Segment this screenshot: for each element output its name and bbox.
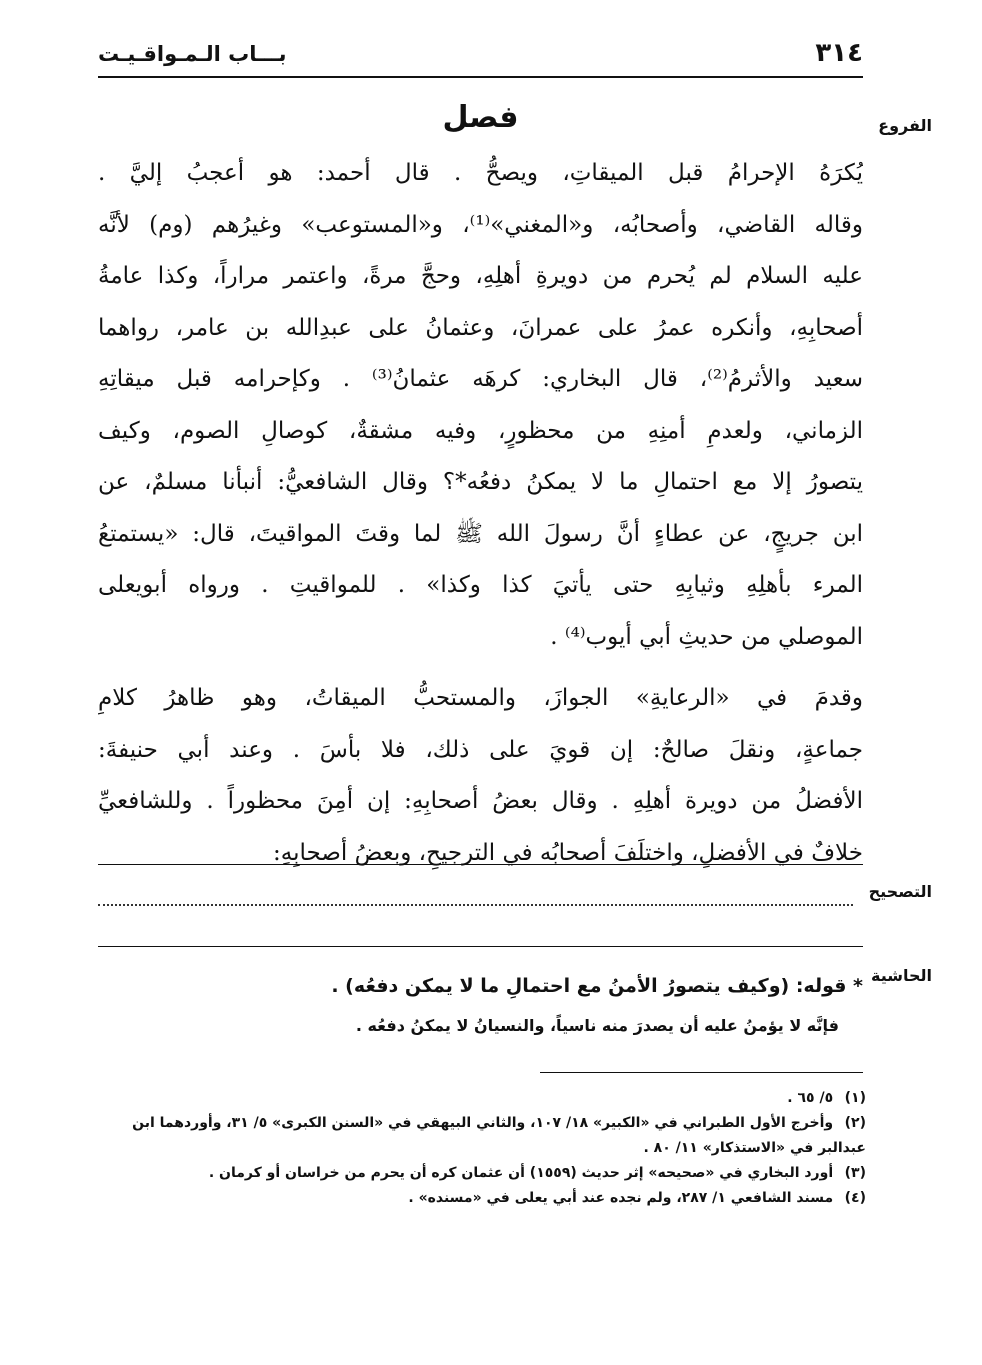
footnotes [98,1086,866,1211]
footnote-1 [98,1086,866,1111]
text-line: عليه السلام لم يُحرم من دويرةِ أهلِهِ، وحجَّ مرةً، واعتمر مراراً، وكذا عامةُ [98,263,863,289]
paragraph-1 [98,148,863,663]
footnote-divider [540,1072,863,1073]
footnote-text: أورد البخاري في «صحيحه» إثر حديث (١٥٥٩) أن عثمان كره أن يحرم من خراسان أو كرمان . [208,1165,834,1181]
footnote-number: (٣) [844,1165,866,1181]
footnote-2 [98,1111,866,1161]
paragraph-2 [98,673,863,879]
text-line: المرء بأهلِهِ وثيابِهِ حتى يأتيَ كذا وكذا» . للمواقيتِ . ورواه أبويعلى [98,572,863,598]
tashih-divider [98,946,863,947]
footnote-3 [98,1161,866,1186]
footnote-4 [98,1186,866,1211]
footnote-text: وأخرج الأول الطبراني في «الكبير» ١٨/ ١٠٧، والثاني البيهقي في «السنن الكبرى» ٥/ ٣١، وأوردهما ابن عبدالبر في «الاستذكار» ١١/ ٨٠ . [132,1115,866,1156]
text-line: جماعةٍ، ونقلَ صالحٌ: إن قويَ على ذلك، فلا بأسَ . وعند أبي حنيفةَ: [98,736,863,763]
text-line: الأفضلُ من دويرة أهلِهِ . وقال بعضُ أصحابِهِ: إن أمِنَ محظوراً . وللشافعيِّ [98,788,863,814]
text-line: أصحابِهِ، وأنكره عمرُ على عمرانَ، وعثمانُ على عبدِالله بن عامر، رواهما [98,314,863,341]
text-line: وقاله القاضي، وأصحابُه، و«المغني»⁽¹⁾، و«المستوعب» وغيرُهم (وم) لأنَّه [98,211,863,238]
text-line: يُكرَهُ الإحرامُ قبل الميقاتِ، ويصحُّ . قال أحمد: هو أعجبُ إليَّ . [98,160,863,186]
main-text [98,148,863,879]
text-line: خلافٌ في الأفضلِ، واختلَفَ أصحابُه في الترجيحِ، وبعضُ أصحابِهِ: [273,839,863,866]
text-line: وقدمَ في «الرعايةِ» الجوازَ، والمستحبُّ الميقاتُ، وهو ظاهرُ كلامِ [98,685,863,711]
text-line: الموصلي من حديثِ أبي أيوب⁽⁴⁾ . [550,623,863,650]
header-rule [98,76,863,78]
footnote-number: (١) [844,1090,866,1106]
footnote-number: (٢) [844,1115,866,1131]
footnote-text: مسند الشافعي ١/ ٢٨٧، ولم نجده عند أبي يعلى في «مسنده» . [408,1190,834,1206]
hashiya-quote: * قوله: (وكيف يتصورُ الأمنُ مع احتمالِ ما لا يمكن دفعُه) . [331,975,863,997]
footnote-text: ٥/ ٦٥ . [787,1090,834,1106]
running-title: بـــاب الـمـواقـيـت [98,42,287,66]
hashiya-section [98,966,863,1046]
tashih-dotted-line [98,904,853,906]
footnote-number: (٤) [844,1190,866,1206]
section-title: فصل [442,100,519,135]
main-text-divider [98,864,863,865]
hashiya-comment: فإنَّه لا يؤمنُ عليه أن يصدرَ منه ناسياً، والنسيانُ لا يمكنُ دفعُه . [355,1016,839,1035]
page-number: ٣١٤ [815,38,863,68]
text-line: ابن جريجٍ، عن عطاءٍ أنَّ رسولَ الله ﷺ لما وقتَ المواقيتَ، قال: «يستمتعُ [98,520,863,547]
margin-label-hashiya: الحاشية [871,966,932,985]
page-header [98,38,863,72]
text-line: يتصورُ إلا مع احتمالِ ما لا يمكنُ دفعُه*؟ وقال الشافعيُّ: أنبأنا مسلمٌ، عن [98,469,863,495]
margin-label-furu: الفروع [878,116,932,135]
margin-label-tashih: التصحيح [868,882,932,901]
text-line: سعيد والأثرمُ⁽²⁾، قال البخاري: كرهَه عثمانُ⁽³⁾ . وكإحرامه قبل ميقاتِهِ [98,366,863,392]
text-line: الزماني، ولعدمِ أمنِهِ من محظورٍ، وفيه مشقةٌ، كوصالِ الصوم، وكيف [98,417,863,444]
